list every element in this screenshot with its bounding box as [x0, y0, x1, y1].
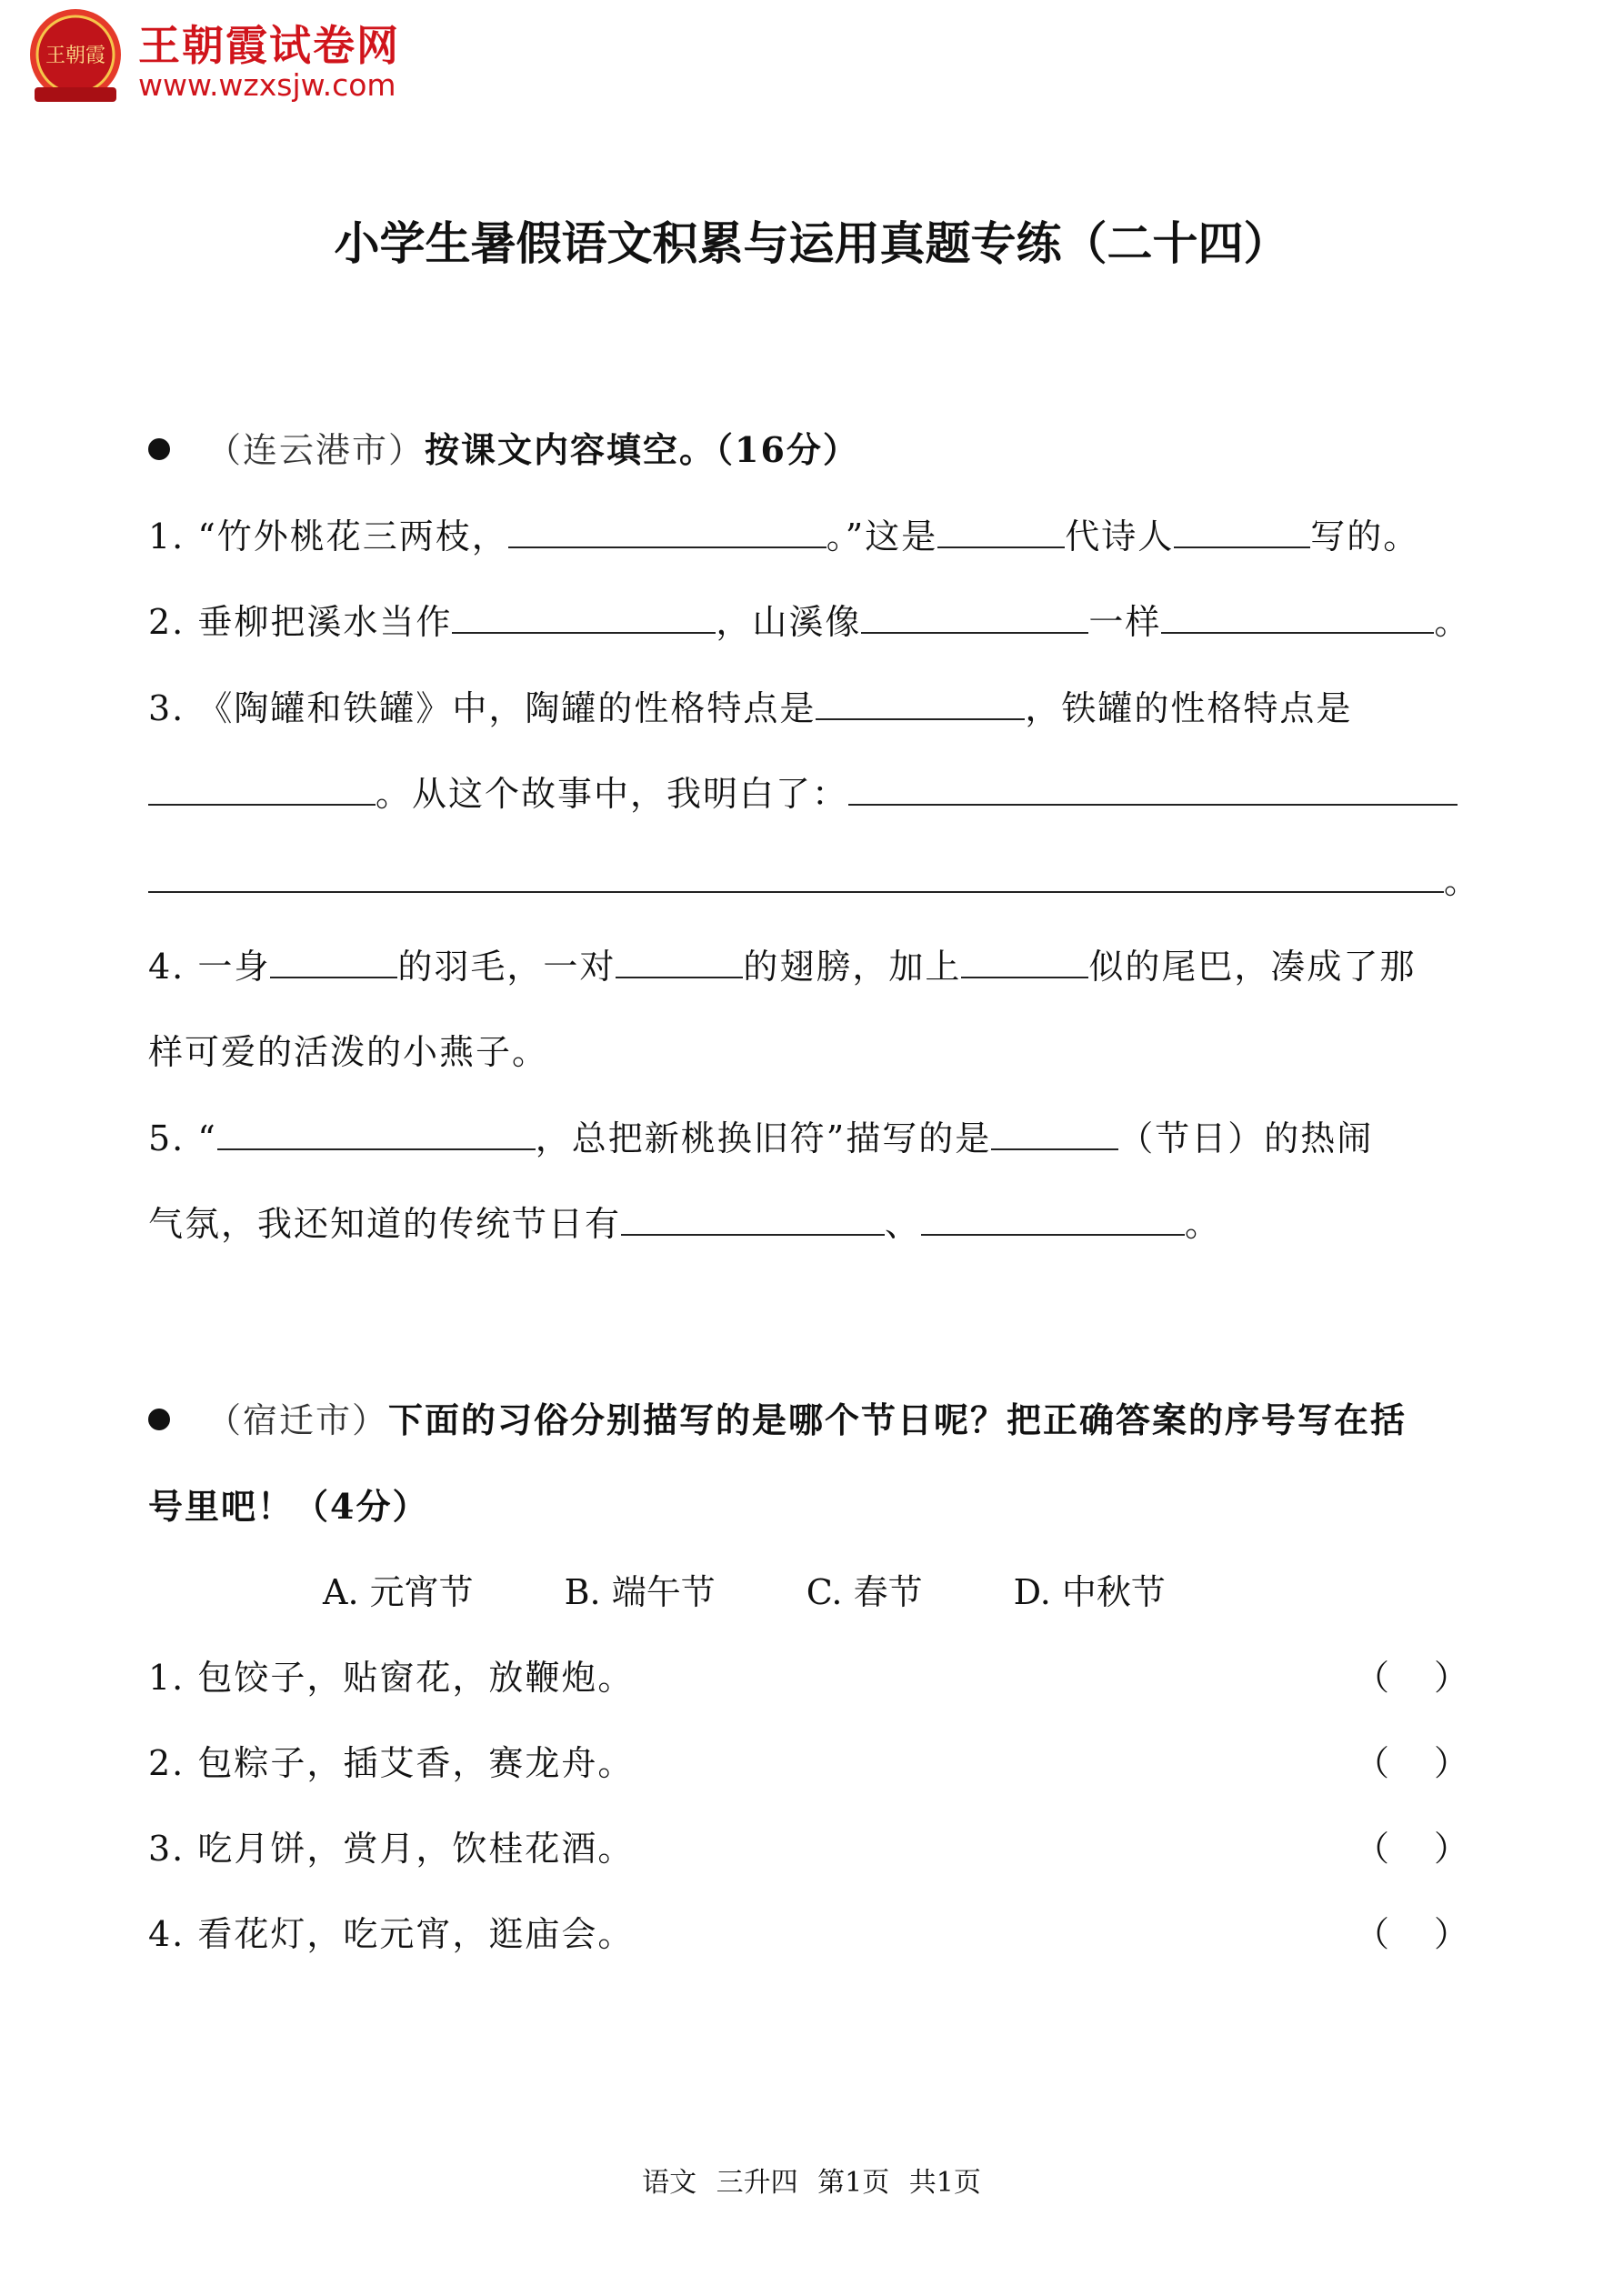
answer-blank[interactable] [1174, 516, 1310, 548]
question-1: 1. “竹外桃花三两枝， 。”这是 代诗人 写的。 [148, 516, 1420, 556]
answer-blank[interactable] [937, 516, 1065, 548]
section1-source: （连云港市） [206, 430, 426, 470]
badge-text: 王朝霞 [45, 45, 106, 67]
question-4: 4. 一身 的羽毛，一对 的翅膀，加上 似的尾巴，凑成了那 [148, 947, 1417, 987]
answer-blank[interactable] [148, 860, 1444, 893]
bullet-icon [148, 438, 170, 460]
list-item: 3. 吃月饼，赏月，饮桂花酒。 [148, 1829, 635, 1869]
answer-blank[interactable] [270, 946, 397, 978]
question-5-cont: 气氛，我还知道的传统节日有 、 。 [148, 1204, 1222, 1244]
option-d: D. 中秋节 [1013, 1572, 1166, 1612]
bullet-icon [148, 1409, 170, 1430]
answer-blank[interactable] [508, 516, 827, 548]
answer-blank[interactable] [816, 687, 1025, 720]
section2-heading [148, 1396, 1407, 1445]
badge-icon [25, 7, 125, 107]
question-3: 3. 《陶罐和铁罐》中，陶罐的性格特点是 ，铁罐的性格特点是 [148, 688, 1353, 728]
answer-blank[interactable] [961, 946, 1088, 978]
page-title: 小学生暑假语文积累与运用真题专练（二十四） [334, 217, 1289, 270]
list-item: 2. 包粽子，插艾香，赛龙舟。 [148, 1743, 635, 1783]
brand-name: 王朝霞试卷网 [138, 21, 400, 70]
answer-blank[interactable] [616, 946, 743, 978]
question-3-answer-line: 。 [148, 857, 1480, 906]
question-3-cont: 。从这个故事中，我明白了： [148, 769, 1458, 818]
option-a: A. 元宵节 [323, 1572, 474, 1612]
page-footer: 语文 三升四 第1页 共1页 [642, 2167, 981, 2199]
option-list [323, 1568, 1257, 1617]
answer-blank[interactable] [217, 1118, 536, 1150]
brand-url[interactable]: www.wzxsjw.com [138, 67, 396, 103]
answer-blank[interactable] [861, 601, 1088, 634]
question-5: 5. “ ，总把新桃换旧符”描写的是 （节日）的热闹 [148, 1118, 1374, 1158]
answer-blank[interactable] [921, 1203, 1185, 1236]
answer-blank[interactable] [848, 773, 1458, 806]
list-item: 1. 包饺子，贴窗花，放鞭炮。 [148, 1658, 635, 1698]
answer-brackets[interactable]: （ ） [1355, 1829, 1468, 1869]
section1-requirement: 按课文内容填空。（16分） [425, 429, 859, 470]
answer-blank[interactable] [452, 601, 716, 634]
answer-blank[interactable] [991, 1118, 1118, 1150]
answer-brackets[interactable]: （ ） [1355, 1743, 1468, 1783]
section2-requirement: 下面的习俗分别描写的是哪个节日呢？把正确答案的序号写在括 [388, 1399, 1408, 1440]
section1-heading [148, 426, 859, 475]
option-b: B. 端午节 [564, 1572, 716, 1612]
section2-source: （宿迁市） [206, 1400, 389, 1440]
list-item: 4. 看花灯，吃元宵，逛庙会。 [148, 1914, 635, 1954]
question-4-cont: 样可爱的活泼的小燕子。 [148, 1032, 549, 1072]
answer-blank[interactable] [621, 1203, 885, 1236]
answer-blank[interactable] [148, 773, 376, 806]
question-2: 2. 垂柳把溪水当作 ，山溪像 一样 。 [148, 602, 1471, 642]
section2-requirement-cont: 号里吧！（4分） [148, 1486, 429, 1527]
option-c: C. 春节 [806, 1572, 923, 1612]
brand-logo [25, 7, 444, 107]
answer-brackets[interactable]: （ ） [1355, 1914, 1468, 1954]
answer-brackets[interactable]: （ ） [1355, 1658, 1468, 1698]
answer-blank[interactable] [1161, 601, 1434, 634]
